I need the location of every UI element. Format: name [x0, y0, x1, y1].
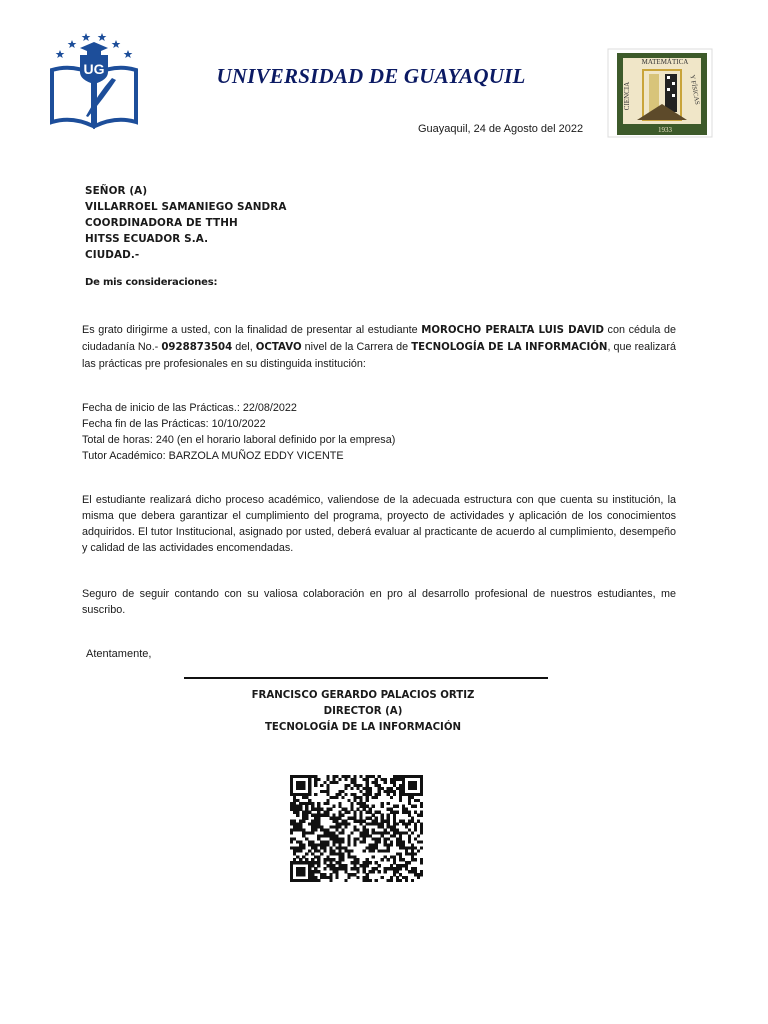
- intro-text: , que realizará las prácticas pre profesionales en su distinguida institución:: [82, 341, 676, 370]
- signer-block: [184, 688, 542, 736]
- student-name: MOROCHO PERALTA LUIS DAVID: [421, 325, 604, 336]
- signature-line: [184, 677, 548, 679]
- date-line: Guayaquil, 24 de Agosto del 2022: [418, 123, 584, 135]
- level: OCTAVO: [255, 342, 302, 353]
- addressee-line: HITSS ECUADOR S.A.: [85, 233, 209, 245]
- intro-paragraph: [82, 322, 676, 372]
- intro-text: con cédula de ciudadanía No.-: [82, 324, 677, 353]
- addressee-block: [85, 183, 287, 263]
- seal-top-text: MATEMÁTICA: [641, 58, 689, 66]
- body-paragraph: El estudiante realizará dicho proceso académico, valiendose de la adecuada estructura con que cuenta su institución, la misma que debera garantizar el cumplimiento del programa, proyecto de actividades y aplicación de los conocimientos adquiridos. El tutor Institucional, asignado por usted, deberá evaluar al practicante de acuerdo al cumplimiento, desempeño y calidad de las actividades encomendadas.: [82, 494, 676, 554]
- detail-line: Fecha fin de las Prácticas: 10/10/2022: [82, 418, 266, 430]
- practice-details: [82, 400, 395, 464]
- seal-year: 1933: [658, 126, 672, 134]
- intro-text: Es grato dirigirme a usted, con la finalidad de presentar al estudiante: [82, 324, 422, 336]
- addressee-line: VILLARROEL SAMANIEGO SANDRA: [85, 201, 287, 213]
- addressee-line: COORDINADORA DE TTHH: [85, 217, 238, 229]
- faculty-seal: [607, 48, 713, 138]
- detail-line: Fecha de inicio de las Prácticas.: 22/08/2022: [82, 402, 297, 414]
- signer-department: TECNOLOGÍA DE LA INFORMACIÓN: [264, 722, 462, 733]
- addressee-line: SEÑOR (A): [85, 185, 148, 197]
- closing-word: Atentamente,: [86, 648, 152, 660]
- logo-lettering: UG: [83, 61, 105, 77]
- qr-code[interactable]: [290, 775, 423, 882]
- addressee-line: CIUDAD.-: [85, 249, 140, 261]
- salutation: De mis consideraciones:: [85, 277, 218, 288]
- detail-line: Total de horas: 240 (en el horario laboral definido por la empresa): [82, 434, 396, 446]
- signer-role: DIRECTOR (A): [323, 706, 403, 717]
- closing-paragraph: Seguro de seguir contando con su valiosa colaboración en pro al desarrollo profesional de nuestros estudiantes, me suscribo.: [82, 588, 676, 616]
- detail-line: Tutor Académico: BARZOLA MUÑOZ EDDY VICENTE: [82, 450, 344, 462]
- seal-right-text: Y FÍSICAS: [688, 74, 701, 106]
- intro-text: nivel de la Carrera de: [301, 341, 412, 353]
- university-title: UNIVERSIDAD DE GUAYAQUIL: [216, 64, 526, 88]
- seal-left-text: CIENCIA: [623, 81, 631, 111]
- id-number: 0928873504: [161, 342, 233, 353]
- signer-name: FRANCISCO GERARDO PALACIOS ORTIZ: [251, 690, 475, 701]
- intro-text: del,: [232, 341, 256, 353]
- career-name: TECNOLOGÍA DE LA INFORMACIÓN: [411, 342, 608, 353]
